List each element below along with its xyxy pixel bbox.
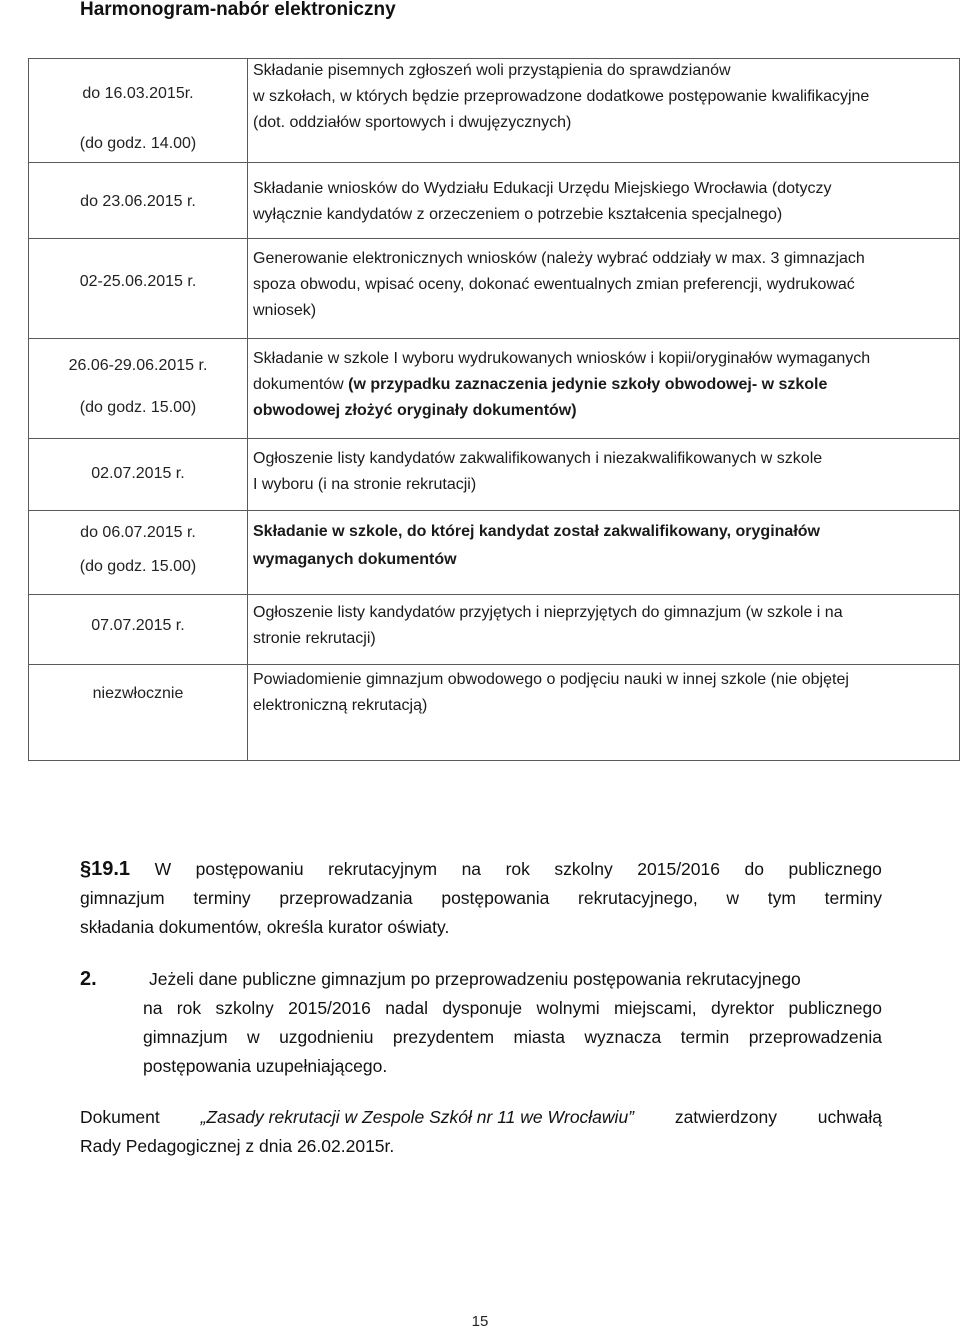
description-cell: [248, 59, 960, 163]
description-cell: [248, 239, 960, 339]
justified-line: [80, 1103, 882, 1132]
word: na: [461, 859, 482, 879]
word: uchwałą: [817, 1107, 882, 1127]
description-bold-line: wymaganych dokumentów: [253, 551, 457, 568]
word: gimnazjum: [143, 1027, 228, 1047]
date-cell: [29, 239, 248, 339]
date-text: 26.06-29.06.2015 r.: [68, 357, 208, 374]
date-text: 02.07.2015 r.: [91, 465, 185, 482]
word: na: [143, 998, 163, 1018]
word: szkolny: [215, 998, 274, 1018]
text: Rady Pedagogicznej z dnia 26.02.2015r.: [80, 1136, 395, 1156]
word: terminy: [193, 888, 251, 908]
description-line: stronie rekrutacji): [253, 630, 376, 647]
table-row: [29, 163, 960, 239]
date-time-text: (do godz. 15.00): [79, 558, 197, 575]
date-cell: [29, 59, 248, 163]
word: w: [726, 888, 740, 908]
word: gimnazjum: [80, 888, 165, 908]
word: W: [154, 859, 172, 879]
word: rekrutacyjnym: [328, 859, 438, 879]
table-row: [29, 595, 960, 665]
date-cell: [29, 339, 248, 439]
description-line: Ogłoszenie listy kandydatów zakwalifikowanych i niezakwalifikowanych w szkole: [253, 450, 823, 467]
table-row: [29, 339, 960, 439]
word: nadal: [385, 998, 429, 1018]
description-bold-line: obwodowej złożyć oryginały dokumentów): [253, 402, 577, 419]
last-line: [80, 913, 882, 942]
page-number: 15: [471, 1313, 489, 1330]
justified-line: [80, 884, 882, 913]
description-cell: [248, 595, 960, 665]
word: miejscami,: [614, 998, 697, 1018]
description-line: Powiadomienie gimnazjum obwodowego o podjęciu nauki w innej szkole (nie objętej: [253, 671, 849, 688]
text: Jeżeli dane publiczne gimnazjum po przeprowadzeniu postępowania rekrutacyjnego: [149, 969, 801, 989]
description-line: w szkołach, w których będzie przeprowadzone dodatkowe postępowanie kwalifikacyjne: [253, 88, 870, 105]
document-name: „Zasady rekrutacji w Zespole Szkół nr 11 we Wrocławiu”: [200, 1107, 635, 1127]
table-row: [29, 439, 960, 511]
word: wyznacza: [584, 1027, 662, 1047]
description-line: Składanie pisemnych zgłoszeń woli przystąpienia do sprawdzianów: [253, 62, 731, 79]
word: Dokument: [80, 1107, 160, 1127]
date-cell: [29, 595, 248, 665]
date-text: 02-25.06.2015 r.: [79, 273, 197, 290]
word: rok: [176, 998, 202, 1018]
description-line: I wyboru (i na stronie rekrutacji): [253, 476, 477, 493]
description-line: Składanie w szkole I wyboru wydrukowanych wniosków i kopii/oryginałów wymaganych: [253, 350, 871, 367]
description-line-mixed: [253, 373, 827, 397]
description-line: wyłącznie kandydatów z orzeczeniem o potrzebie kształcenia specjalnego): [253, 206, 783, 223]
date-text: do 16.03.2015r.: [82, 85, 194, 102]
word: 2015/2016: [288, 998, 371, 1018]
word: miasta: [513, 1027, 565, 1047]
table-row: [29, 511, 960, 595]
word: prezydentem: [392, 1027, 495, 1047]
last-line: [80, 1132, 882, 1161]
word: publicznego: [788, 859, 882, 879]
word: przeprowadzania: [279, 888, 413, 908]
table-row: [29, 239, 960, 339]
word: postępowaniu: [195, 859, 304, 879]
description-cell: [248, 339, 960, 439]
date-text: 07.07.2015 r.: [91, 617, 185, 634]
description-cell: [248, 511, 960, 595]
description-line: Generowanie elektronicznych wniosków (należy wybrać oddziały w max. 3 gimnazjach: [253, 250, 865, 267]
description-cell: [248, 665, 960, 761]
word: w: [247, 1027, 260, 1047]
closing-paragraph: [80, 1103, 882, 1161]
description-cell: [248, 163, 960, 239]
description-cell: [248, 439, 960, 511]
paragraph-number: §19.1: [80, 858, 131, 880]
description-line: (dot. oddziałów sportowych i dwujęzycznych): [253, 114, 572, 131]
text: składania dokumentów, określa kurator oświaty.: [80, 917, 450, 937]
description-bold-line: Składanie w szkole, do której kandydat został zakwalifikowany, oryginałów: [253, 523, 820, 540]
word: terminy: [824, 888, 882, 908]
word: termin: [680, 1027, 730, 1047]
word: zatwierdzony: [674, 1107, 777, 1127]
word: rok: [505, 859, 530, 879]
word: szkolny: [554, 859, 613, 879]
date-cell: [29, 665, 248, 761]
word: rekrutacyjnego,: [578, 888, 698, 908]
word: przeprowadzenia: [748, 1027, 882, 1047]
justified-line: [143, 1023, 882, 1052]
description-line: wniosek): [253, 302, 317, 319]
last-line: [143, 1052, 882, 1081]
schedule-table: [28, 58, 960, 761]
paragraph-19-1: [80, 855, 882, 942]
document-title: Harmonogram-nabór elektroniczny: [80, 0, 396, 20]
date-cell: [29, 439, 248, 511]
description-line: spoza obwodu, wpisać oceny, dokonać ewentualnych zmian preferencji, wydrukować: [253, 276, 855, 293]
description-line: Ogłoszenie listy kandydatów przyjętych i nieprzyjętych do gimnazjum (w szkole i na: [253, 604, 843, 621]
text: postępowania uzupełniającego.: [143, 1056, 388, 1076]
date-text: do 06.07.2015 r.: [80, 524, 196, 541]
word: dyrektor: [711, 998, 775, 1018]
date-cell: [29, 511, 248, 595]
table-row: [29, 665, 960, 761]
paragraph-2: [80, 965, 882, 1081]
word: wolnymi: [536, 998, 600, 1018]
description-line: elektroniczną rekrutacją): [253, 697, 428, 714]
word: tym: [767, 888, 796, 908]
date-cell: [29, 163, 248, 239]
date-time-text: (do godz. 15.00): [79, 399, 197, 416]
table-row: [29, 59, 960, 163]
justified-line: [80, 855, 882, 884]
word: publicznego: [788, 998, 882, 1018]
justified-line: [143, 994, 882, 1023]
word: 2015/2016: [637, 859, 720, 879]
description-text: dokumentów: [253, 376, 349, 393]
description-line: Składanie wniosków do Wydziału Edukacji Urzędu Miejskiego Wrocławia (dotyczy: [253, 180, 832, 197]
word: uzgodnieniu: [279, 1027, 374, 1047]
first-line: [80, 965, 882, 994]
date-text: niezwłocznie: [92, 685, 184, 702]
paragraph-number: 2.: [80, 968, 97, 990]
word: do: [744, 859, 764, 879]
date-time-text: (do godz. 14.00): [79, 135, 197, 152]
date-text: do 23.06.2015 r.: [80, 193, 196, 210]
description-bold-text: (w przypadku zaznaczenia jedynie szkoły obwodowej- w szkole: [348, 376, 828, 393]
word: dysponuje: [442, 998, 523, 1018]
word: postępowania: [441, 888, 550, 908]
